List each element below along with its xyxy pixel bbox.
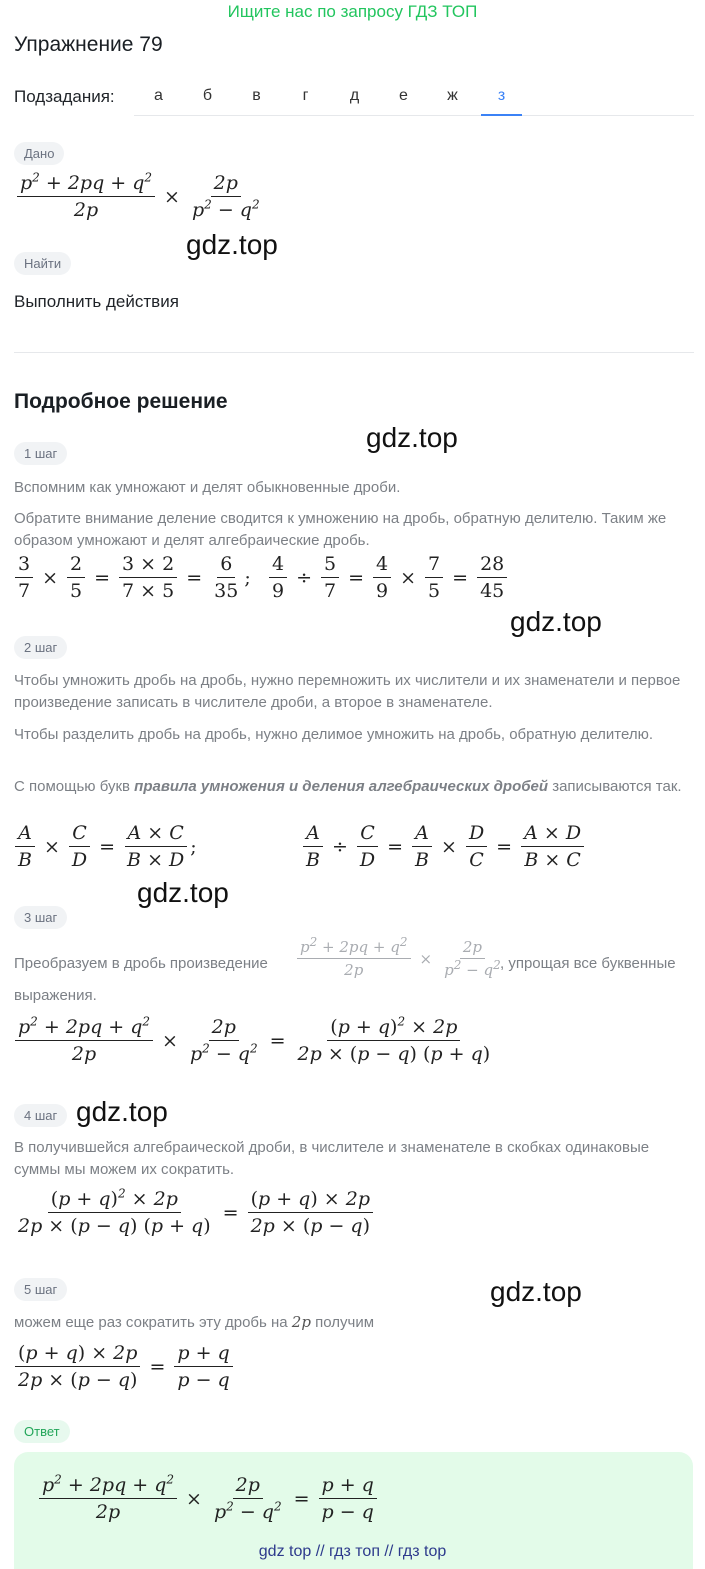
fraction <box>119 553 177 602</box>
step-5-text <box>14 1311 694 1334</box>
watermark: gdz.top <box>76 1096 168 1127</box>
frac-den: D <box>359 849 376 871</box>
frac-den: 9 <box>376 580 389 602</box>
step-5-text-before: можем еще раз сократить эту дробь на <box>14 1314 292 1331</box>
watermark: gdz.top <box>490 1276 582 1307</box>
times-sign: × <box>441 835 457 858</box>
frac-den: B <box>306 849 320 871</box>
watermark: gdz.top <box>137 877 229 908</box>
frac-den: 2p <box>344 961 364 979</box>
frac-num: 4 <box>269 553 287 578</box>
fraction <box>441 938 504 979</box>
top-banner: Ищите нас по запросу ГДЗ ТОП <box>227 2 478 21</box>
equals-sign: = <box>293 1487 310 1510</box>
fraction <box>295 1016 494 1065</box>
fraction <box>521 822 584 871</box>
answer-math <box>36 1474 380 1523</box>
rule-prefix: С помощью букв <box>14 778 135 795</box>
tab-d[interactable]: д <box>349 87 360 104</box>
watermark: gdz.top <box>510 606 602 637</box>
frac-den: 7 <box>324 580 337 602</box>
subtasks-tabs <box>134 82 694 116</box>
frac-num: 28 <box>477 553 507 578</box>
fraction <box>124 822 187 871</box>
answer-pill: Ответ <box>14 1420 70 1443</box>
tab-a[interactable]: а <box>154 87 163 104</box>
frac-num: $p^2 + 2pq + q^2$ <box>15 1016 153 1041</box>
frac-den: 5 <box>428 580 441 602</box>
fraction <box>15 553 33 602</box>
fraction <box>477 553 507 602</box>
fraction <box>297 935 411 979</box>
frac-num: A <box>303 822 323 847</box>
frac-num: 2p <box>233 1474 263 1499</box>
frac-num: $p^2 + 2pq + q^2$ <box>297 938 411 959</box>
frac-den: 2p × (p − q) <box>18 1369 138 1391</box>
tab-z-active[interactable]: з <box>481 82 522 116</box>
frac-num: A × D <box>521 822 584 847</box>
frac-num: 6 <box>217 553 235 578</box>
fraction <box>211 553 241 602</box>
frac-num: A <box>15 822 35 847</box>
equals-sign: = <box>452 566 469 589</box>
frac-num: 3 × 2 <box>119 553 177 578</box>
frac-num: 2p <box>209 1016 239 1041</box>
frac-den: 7 <box>18 580 31 602</box>
step-1-text-1: Вспомним как умножают и делят обыкновенные дроби. <box>14 479 401 496</box>
frac-num: p + q <box>174 1342 232 1367</box>
step-2-math-multiply <box>12 822 197 871</box>
frac-den: p − q <box>177 1369 230 1391</box>
step-3-pill: 3 шаг <box>14 906 67 929</box>
frac-den: $p^2 - q^2$ <box>213 1499 282 1523</box>
given-fraction-1 <box>17 172 155 221</box>
fraction <box>303 822 323 871</box>
divider <box>14 352 694 353</box>
given-num-2: 2p <box>211 172 241 197</box>
equals-sign: = <box>94 566 111 589</box>
page-title: Упражнение 79 <box>14 33 163 56</box>
step-1-text-2: Обратите внимание деление сводится к умножению на дробь, обратную делителю. Таким же образом умножают и делят алгебраические дробь. <box>14 510 667 549</box>
find-text: Выполнить действия <box>14 292 179 311</box>
times-sign: × <box>400 566 417 589</box>
times-sign: × <box>42 566 59 589</box>
frac-num: (p + q) × 2p <box>15 1342 140 1367</box>
step-1-pill: 1 шаг <box>14 442 67 465</box>
frac-den: 2p × (p − q) (p + q) <box>297 1043 491 1065</box>
tab-b[interactable]: б <box>202 87 213 104</box>
subtasks-bar <box>14 82 694 118</box>
fraction <box>269 553 287 602</box>
given-operator: × <box>164 185 180 208</box>
times-sign: × <box>43 835 60 858</box>
semicolon: ; <box>190 835 197 858</box>
frac-den: $p^2 - q^2$ <box>444 958 501 979</box>
equals-sign: = <box>186 566 203 589</box>
fraction <box>187 1016 261 1065</box>
given-fraction-2 <box>189 172 263 221</box>
frac-num: 3 <box>15 553 33 578</box>
frac-den: 2p <box>95 1501 121 1523</box>
equals-sign: = <box>269 1029 286 1052</box>
frac-den: 35 <box>214 580 239 602</box>
step-2-text-1: Чтобы умножить дробь на дробь, нужно перемножить их числители и их знаменатели и первое произведение записать в числителе дроби, а второе в знаменателе. <box>14 672 681 711</box>
frac-den: C <box>469 849 484 871</box>
frac-den: B <box>18 849 32 871</box>
equals-sign: = <box>149 1355 166 1378</box>
fraction <box>174 1342 232 1391</box>
times-sign: × <box>186 1487 202 1510</box>
frac-den: D <box>71 849 88 871</box>
fraction <box>211 1474 285 1523</box>
step-1-math-divide <box>266 553 510 602</box>
step-3-math <box>12 1016 496 1065</box>
frac-num: $p^2 + 2pq + q^2$ <box>39 1474 177 1499</box>
frac-num: $(p + q)^2 \times 2p$ <box>327 1016 460 1041</box>
solution-title: Подробное решение <box>14 390 228 413</box>
frac-den: $p^2 - q^2$ <box>189 1041 258 1065</box>
step-4-pill: 4 шаг <box>14 1104 67 1127</box>
given-pill: Дано <box>14 142 64 165</box>
fraction <box>15 822 35 871</box>
fraction <box>39 1474 177 1523</box>
frac-den: B <box>415 849 430 871</box>
frac-num: C <box>357 822 378 847</box>
given-den-1: 2p <box>73 199 99 221</box>
frac-num: A <box>412 822 432 847</box>
step-3-text-after-1: , упрощая все буквенные <box>500 955 676 972</box>
fraction <box>425 553 443 602</box>
frac-den: B × C <box>524 849 581 871</box>
fraction <box>15 1342 140 1391</box>
frac-num: 2 <box>67 553 85 578</box>
fraction <box>15 1188 214 1237</box>
step-3-text-before: Преобразуем в дробь произведение <box>14 955 268 972</box>
frac-den: p − q <box>321 1501 374 1523</box>
frac-den: B × D <box>127 849 185 871</box>
tab-e[interactable]: е <box>399 87 408 104</box>
semicolon: ; <box>244 566 251 589</box>
fraction <box>373 553 391 602</box>
frac-num: $(p + q)^2 \times 2p$ <box>48 1188 181 1213</box>
frac-den: 45 <box>480 580 505 602</box>
footer-links[interactable]: gdz top // гдз топ // гдз top <box>258 1543 447 1560</box>
frac-num: A × C <box>125 822 187 847</box>
frac-num: 2p <box>460 938 485 959</box>
tab-v[interactable]: в <box>252 87 261 104</box>
step-5-text-var: 2p <box>291 1313 311 1331</box>
times-sign: × <box>419 949 433 968</box>
step-2-text-2: Чтобы разделить дробь на дробь, нужно делимое умножить на дробь, обратную делителю. <box>14 726 654 743</box>
frac-den: 7 × 5 <box>122 580 175 602</box>
fraction <box>15 1016 153 1065</box>
step-2-pill: 2 шаг <box>14 636 67 659</box>
find-pill: Найти <box>14 252 71 275</box>
frac-num: (p + q) × 2p <box>248 1188 373 1213</box>
times-sign: × <box>162 1029 178 1052</box>
step-4-text: В получившейся алгебраической дроби, в числителе и знаменателе в скобках одинаковые суммы мы можем их сократить. <box>14 1139 650 1178</box>
frac-den: 9 <box>272 580 285 602</box>
step-2-rule-text <box>14 776 694 798</box>
subtasks-label: Подзадания: <box>14 87 115 106</box>
frac-num: 5 <box>321 553 339 578</box>
frac-den: 2p <box>71 1043 97 1065</box>
step-2-math-divide <box>300 822 587 871</box>
equals-sign: = <box>348 566 365 589</box>
step-1-math-multiply <box>12 553 251 602</box>
fraction <box>248 1188 373 1237</box>
fraction <box>412 822 432 871</box>
fraction <box>357 822 378 871</box>
frac-den: 5 <box>70 580 83 602</box>
frac-num: C <box>69 822 90 847</box>
equals-sign: = <box>222 1201 239 1224</box>
tab-g[interactable]: г <box>302 87 309 104</box>
fraction <box>67 553 85 602</box>
rule-bold: правила умножения и деления алгебраических дробей <box>134 778 549 795</box>
divide-sign: ÷ <box>331 835 348 858</box>
step-3-inline-expression <box>294 935 507 979</box>
given-expression <box>14 172 266 221</box>
frac-den: 2p × (p − q) <box>250 1215 370 1237</box>
step-5-text-after: получим <box>310 1314 375 1331</box>
equals-sign: = <box>387 835 404 858</box>
watermark: gdz.top <box>186 229 278 260</box>
equals-sign: = <box>99 835 116 858</box>
fraction <box>319 1474 377 1523</box>
watermark: gdz.top <box>366 422 458 453</box>
fraction <box>69 822 90 871</box>
frac-num: 7 <box>425 553 443 578</box>
divide-sign: ÷ <box>296 566 313 589</box>
frac-den: 2p × (p − q) (p + q) <box>18 1215 211 1237</box>
frac-num: 4 <box>373 553 391 578</box>
fraction <box>466 822 487 871</box>
step-5-pill: 5 шаг <box>14 1278 67 1301</box>
step-4-math <box>12 1188 376 1237</box>
frac-num: p + q <box>319 1474 377 1499</box>
given-den-2: $p^2 - q^2$ <box>191 197 260 221</box>
frac-num: D <box>466 822 487 847</box>
fraction <box>321 553 339 602</box>
rule-suffix: записываются так. <box>548 778 682 795</box>
step-5-math <box>12 1342 236 1391</box>
given-num-1: $p^2 + 2pq + q^2$ <box>17 172 155 197</box>
equals-sign: = <box>496 835 513 858</box>
tab-zh[interactable]: ж <box>447 87 458 104</box>
step-3-text-after-2: выражения. <box>14 987 97 1004</box>
